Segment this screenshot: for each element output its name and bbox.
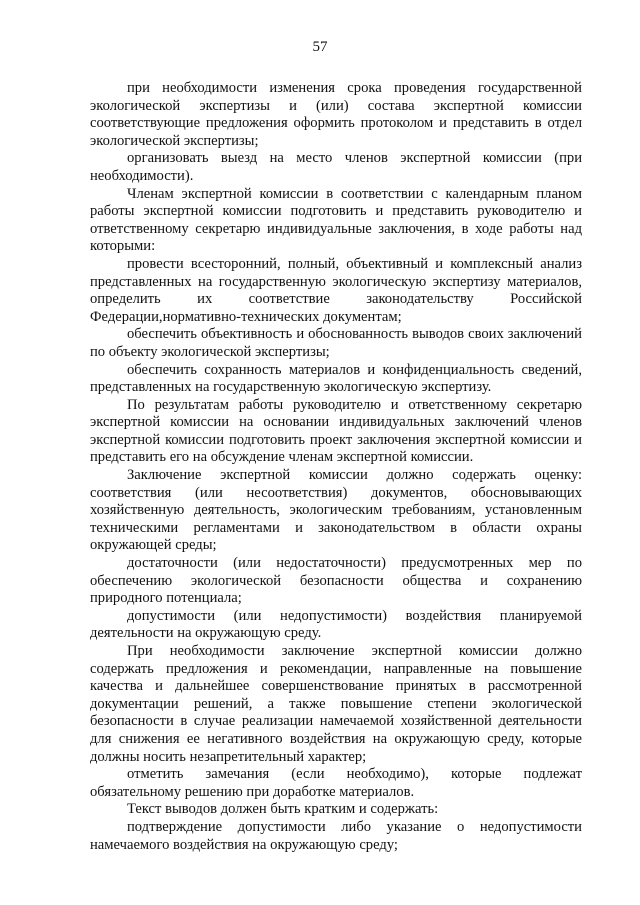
document-body	[90, 80, 582, 854]
paragraph: Текст выводов должен быть кратким и содержать:	[127, 801, 439, 818]
page-number: 57	[312, 39, 328, 55]
paragraph: обеспечить объективность и обоснованность выводов своих заключений по объекту экологической экспертизы;	[90, 326, 582, 360]
paragraph: Членам экспертной комиссии в соответствии с календарным планом работы экспертной комиссии подготовить и представить руководителю и ответственному секретарю индивидуальные заключения, в ходе работы над которыми:	[90, 185, 582, 255]
paragraph: достаточности (или недостаточности) предусмотренных мер по обеспечению экологической безопасности общества и сохранению природного потенциала;	[90, 555, 582, 607]
paragraph: подтверждение допустимости либо указание о недопустимости намечаемого воздействия на окружающую среду;	[90, 818, 582, 853]
paragraph: отметить замечания (если необходимо), которые подлежат обязательному решению при доработке материалов.	[90, 766, 582, 800]
paragraph: При необходимости заключение экспертной комиссии должно содержать предложения и рекомендации, направленные на повышение качества и дальнейшее совершенствование принятых в рассмотренной документации решений, а также повышение степени экологической безопасности в случае реализации намечаемой хозяйственной деятельности для снижения ее негативного воздействия на окружающую среду, которые должны носить незапретительный характер;	[90, 643, 582, 765]
paragraph: при необходимости изменения срока проведения государственной экологической экспертизы и (или) состава экспертной комиссии соответствующие предложения оформить протоколом и представить в отдел экологической экспертизы;	[90, 80, 582, 149]
paragraph: По результатам работы руководителю и ответственному секретарю экспертной комиссии на основании индивидуальных заключений членов экспертной комиссии подготовить проект заключения экспертной комиссии и представить его на обсуждение членам экспертной комиссии.	[90, 396, 582, 466]
paragraph: допустимости (или недопустимости) воздействия планируемой деятельности на окружающую среду.	[90, 607, 582, 642]
paragraph: провести всесторонний, полный, объективный и комплексный анализ представленных на государственную экологическую экспертизу материалов, определить их соответствие законодательству Российской Федерации,нормативно-технических документам;	[90, 255, 582, 325]
paragraph: обеспечить сохранность материалов и конфиденциальность сведений, представленных на государственную экологическую экспертизу.	[90, 361, 582, 396]
paragraph: Заключение экспертной комиссии должно содержать оценку: соответствия (или несоответствия) документов, обосновывающих хозяйственную деятельность, экологическим требованиям, установленным техническими регламентами и законодательством в области охраны окружающей среды;	[90, 467, 582, 554]
paragraph: организовать выезд на место членов экспертной комиссии (при необходимости).	[90, 150, 582, 184]
